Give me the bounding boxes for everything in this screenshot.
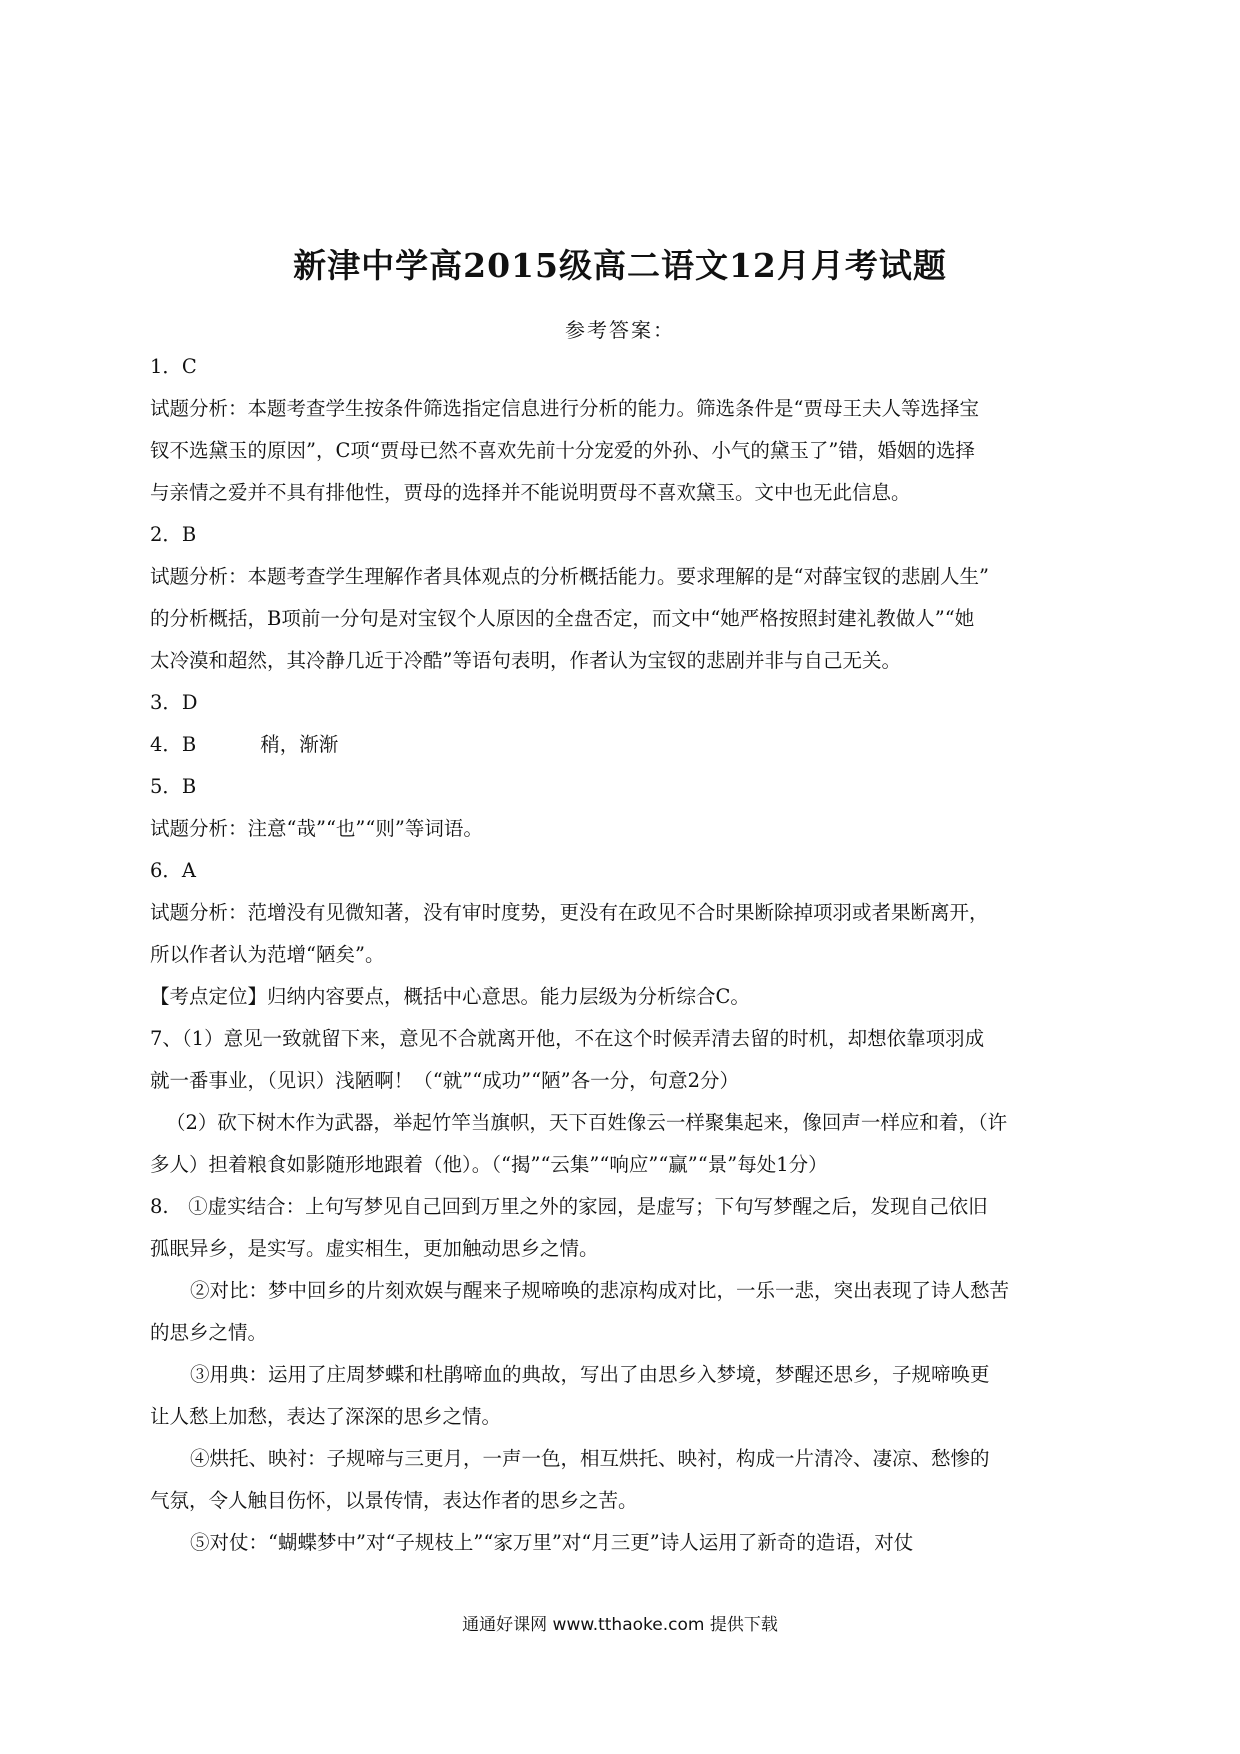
answer-line: 8. ①虚实结合：上句写梦见自己回到万里之外的家园，是虚写；下句写梦醒之后，发现自己依旧	[150, 1195, 988, 1218]
answer-line: 3．D	[150, 691, 198, 714]
answer-line: 【考点定位】归纳内容要点，概括中心意思。能力层级为分析综合C。	[150, 985, 750, 1008]
page-title: 新津中学高2015级高二语文12月月考试题	[293, 246, 947, 285]
answer-line: 气氛，令人触目伤怀，以景传情，表达作者的思乡之苦。	[150, 1489, 638, 1512]
answer-line: 的分析概括，B项前一分句是对宝钗个人原因的全盘否定，而文中“她严格按照封建礼教做人”“她	[150, 607, 975, 630]
answer-line-q4	[150, 724, 1100, 766]
answer-line: 试题分析：本题考查学生理解作者具体观点的分析概括能力。要求理解的是“对薛宝钗的悲剧人生”	[150, 565, 989, 588]
answer-line: 2．B	[150, 523, 197, 546]
answer-line: 就一番事业，（见识）浅陋啊！（“就”“成功”“陋”各一分，句意2分）	[150, 1069, 739, 1092]
answer-line: 钗不选黛玉的原因”，C项“贾母已然不喜欢先前十分宠爱的外孙、小气的黛玉了”错，婚姻的选择	[150, 439, 975, 462]
answer-line: 让人愁上加愁，表达了深深的思乡之情。	[150, 1405, 502, 1428]
answer-line: 1．C	[150, 355, 197, 378]
page-footer: 通通好课网 www.tthaoke.com 提供下载	[462, 1615, 778, 1635]
answer-line: ③用典：运用了庄周梦蝶和杜鹃啼血的典故，写出了由思乡入梦境，梦醒还思乡，子规啼唤更	[190, 1363, 990, 1386]
answer-line: 孤眠异乡，是实写。虚实相生，更加触动思乡之情。	[150, 1237, 599, 1260]
q4-note: 稍，渐渐	[260, 733, 339, 756]
answer-line: 多人）担着粮食如影随形地跟着（他）。（“揭”“云集”“响应”“赢”“景”每处1分）	[150, 1153, 828, 1176]
answer-line: ⑤对仗：“蝴蝶梦中”对“子规枝上”“家万里”对“月三更”诗人运用了新奇的造语，对仗	[190, 1531, 914, 1554]
answer-line: ②对比：梦中回乡的片刻欢娱与醒来子规啼唤的悲凉构成对比，一乐一悲，突出表现了诗人愁苦	[190, 1279, 1010, 1302]
answer-line: 7、（1）意见一致就留下来，意见不合就离开他，不在这个时候弄清去留的时机，却想依靠项羽成	[150, 1027, 985, 1050]
answer-body	[150, 346, 1100, 1564]
answer-line: （2）砍下树木作为武器，举起竹竿当旗帜，天下百姓像云一样聚集起来，像回声一样应和着，（许	[166, 1111, 1008, 1134]
answer-line: 与亲情之爱并不具有排他性，贾母的选择并不能说明贾母不喜欢黛玉。文中也无此信息。	[150, 481, 911, 504]
answer-line: 太冷漠和超然，其冷静几近于冷酷”等语句表明，作者认为宝钗的悲剧并非与自己无关。	[150, 649, 901, 672]
answer-line: 试题分析：范增没有见微知著，没有审时度势，更没有在政见不合时果断除掉项羽或者果断离开，	[150, 901, 989, 924]
answer-line: 试题分析：注意“哉”“也”“则”等词语。	[150, 817, 483, 840]
answer-line: ④烘托、映衬：子规啼与三更月，一声一色，相互烘托、映衬，构成一片清冷、凄凉、愁惨的	[190, 1447, 990, 1470]
answer-line: 的思乡之情。	[150, 1321, 268, 1344]
answer-line: 试题分析：本题考查学生按条件筛选指定信息进行分析的能力。筛选条件是“贾母王夫人等选择宝	[150, 397, 979, 420]
page-subtitle: 参考答案：	[565, 318, 675, 342]
answer-line: 5．B	[150, 775, 197, 798]
answer-line: 6．A	[150, 859, 196, 882]
q4-answer: 4．B	[150, 733, 197, 756]
answer-line: 所以作者认为范增“陋矣”。	[150, 943, 385, 966]
